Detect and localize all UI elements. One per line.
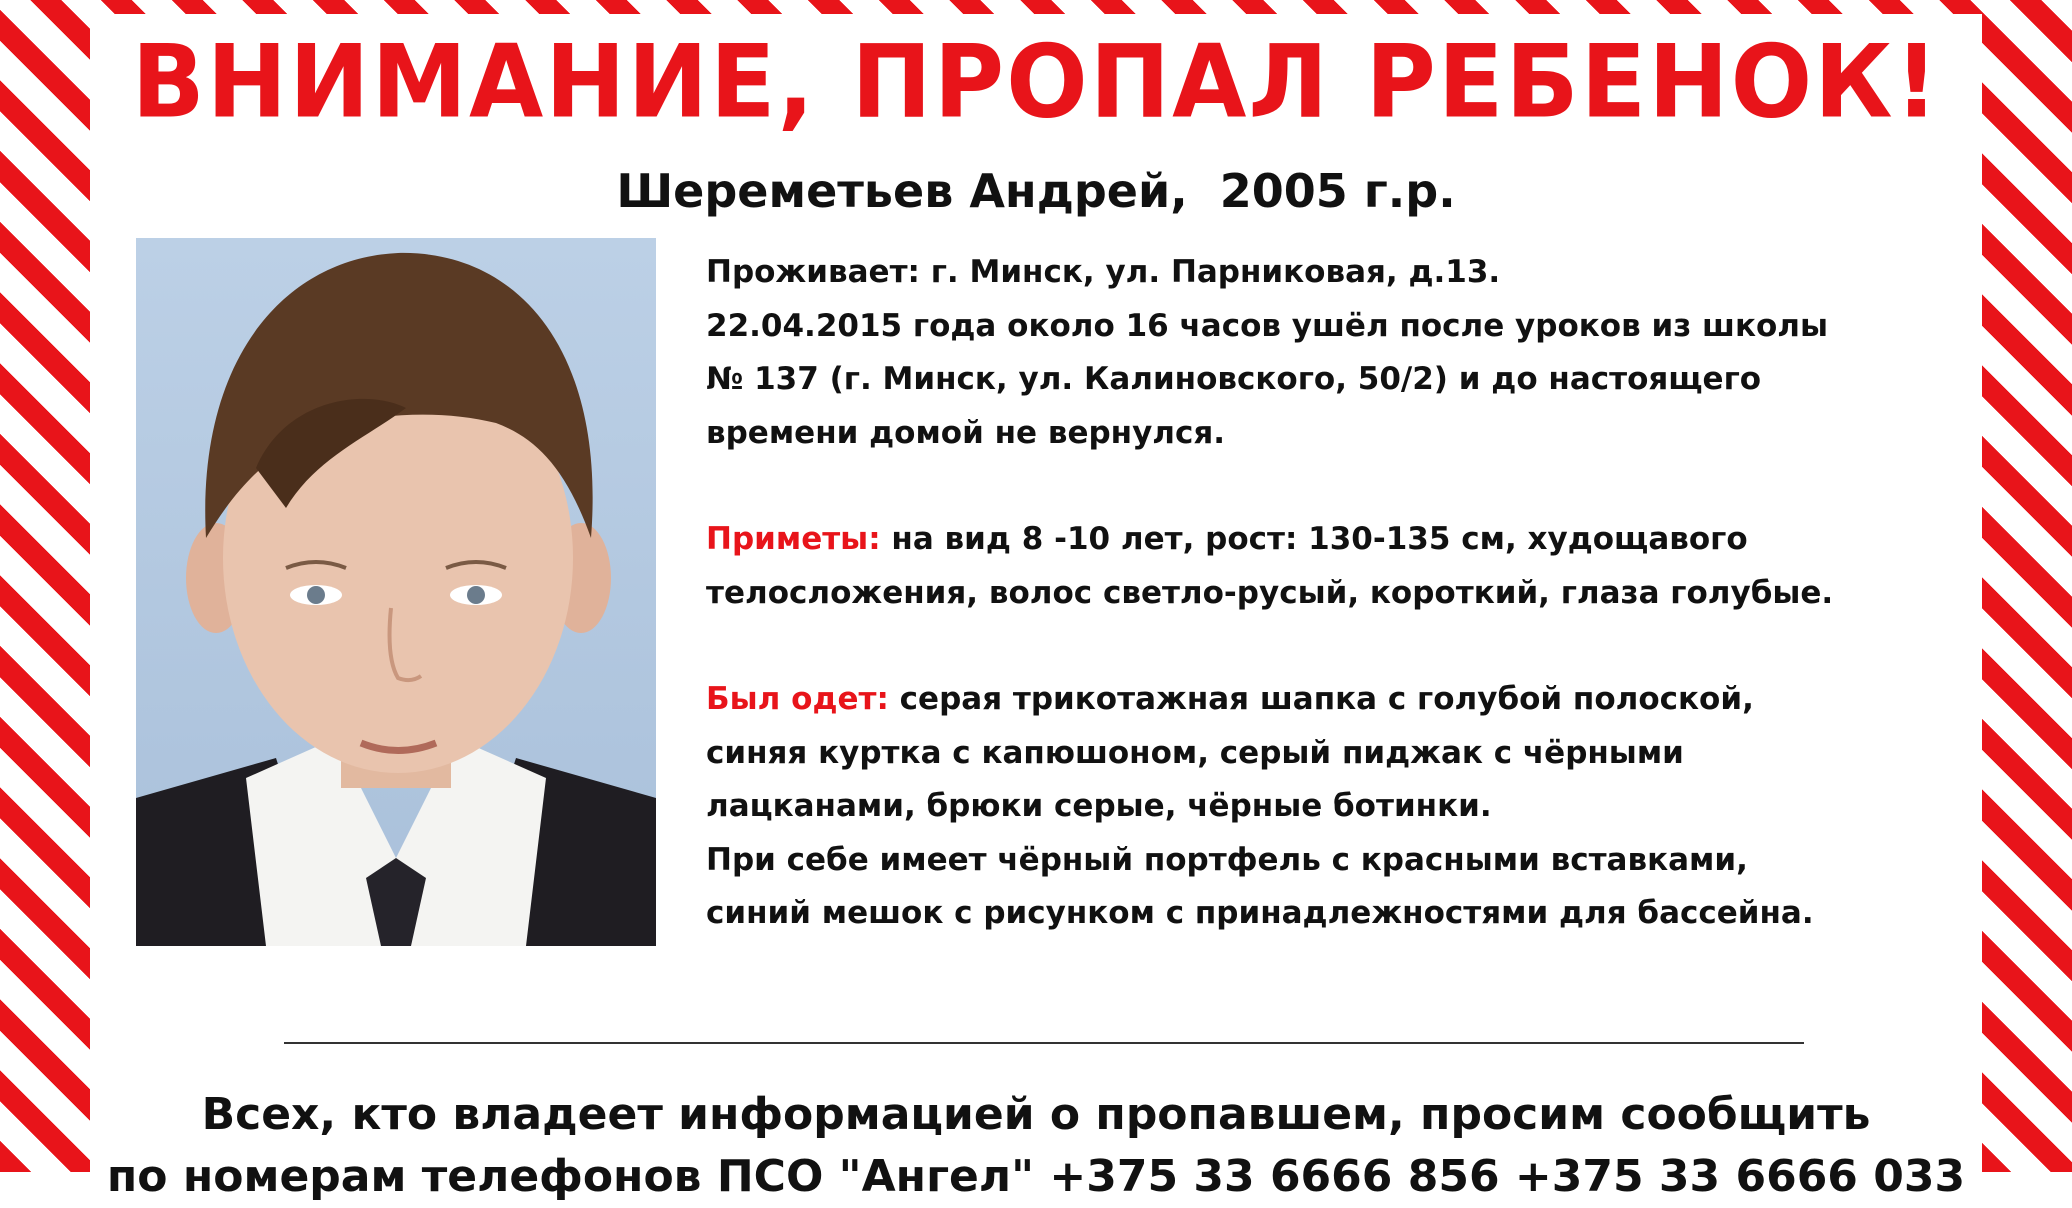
child-photo xyxy=(136,238,656,946)
divider xyxy=(284,1042,1804,1044)
footer-line: Всех, кто владеет информацией о пропавшем, просим сообщить xyxy=(201,1089,1871,1140)
poster-title: ВНИМАНИЕ, ПРОПАЛ РЕБЕНОК! xyxy=(131,23,1941,141)
spacer xyxy=(706,460,1996,513)
items-line: синий мешок с рисунком с принадлежностями для бассейна. xyxy=(706,895,1814,931)
items-line: При себе имеет чёрный портфель с красными вставками, xyxy=(706,841,1748,878)
poster-body xyxy=(90,14,1982,1202)
signs-text: на вид 8 -10 лет, рост: 130-135 см, худощавого xyxy=(880,521,1748,557)
spacer xyxy=(706,620,1996,673)
clothes-text: серая трикотажная шапка с голубой полоской, xyxy=(888,681,1754,717)
signs-label: Приметы: xyxy=(706,521,881,557)
residence-line: Проживает: г. Минск, ул. Парниковая, д.13. xyxy=(706,254,1501,290)
event-line: 22.04.2015 года около 16 часов ушёл после уроков из школы xyxy=(706,307,1829,344)
contact-footer xyxy=(90,1084,1982,1208)
clothes-label: Был одет: xyxy=(706,681,889,717)
signs-line: телосложения, волос светло-русый, короткий, глаза голубые. xyxy=(706,574,1834,611)
event-line: № 137 (г. Минск, ул. Калиновского, 50/2) и до настоящего xyxy=(706,361,1762,397)
description xyxy=(706,246,1996,941)
missing-person-name: Шереметьев Андрей, 2005 г.р. xyxy=(616,164,1456,218)
footer-phones: по номерам телефонов ПСО "Ангел" +375 33 6666 856 +375 33 6666 033 xyxy=(106,1151,1966,1202)
clothes-line xyxy=(706,673,1996,727)
signs-line xyxy=(706,513,1996,567)
event-line: времени домой не вернулся. xyxy=(706,414,1226,451)
clothes-line: лацканами, брюки серые, чёрные ботинки. xyxy=(706,788,1492,824)
clothes-line: синяя куртка с капюшоном, серый пиджак с чёрными xyxy=(706,734,1684,771)
